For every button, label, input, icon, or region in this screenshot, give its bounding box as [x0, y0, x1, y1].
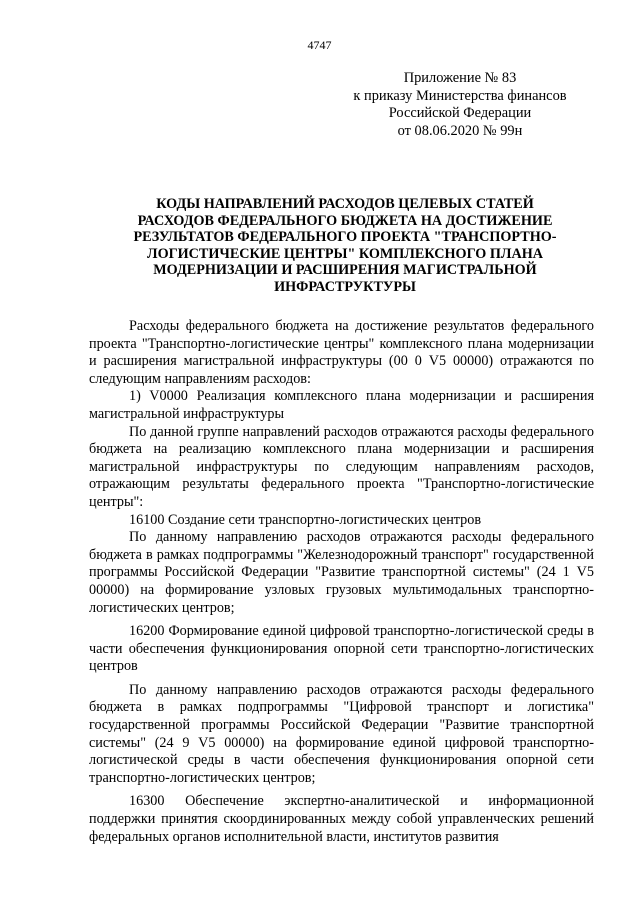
title-line: РАСХОДОВ ФЕДЕРАЛЬНОГО БЮДЖЕТА НА ДОСТИЖЕНИЕ [137, 212, 553, 229]
title-line: ИНФРАСТРУКТУРЫ [274, 278, 416, 295]
paragraph-16200-description: По данному направлению расходов отражаются расходы федерального бюджета в рамках подпрограммы "Цифровой транспорт и логистика" государственной программы Российской Федерации "Развитие транспортной системы" (24 9 V5 00000) на формирование единой цифровой транспортно-логистической среды в части обеспечения функционирования опорной сети транспортно-логистических центров; [89, 681, 594, 786]
paragraph-group-description: По данной группе направлений расходов отражаются расходы федерального бюджета на реализацию комплексного плана модернизации и расширения магистральной инфраструктуры по следующим направлениям расходов, отражающим результаты федерального проекта "Транспортно-логистические центры": [89, 423, 594, 510]
appendix-number: Приложение № 83 [403, 70, 517, 86]
appendix-order-date: от 08.06.2020 № 99н [397, 122, 523, 139]
paragraph-16100-description: По данному направлению расходов отражаются расходы федерального бюджета в рамках подпрограммы "Железнодорожный транспорт" государственной программы Российской Федерации "Развитие транспортной системы" (24 1 V5 00000) на формирование узловых грузовых мультимодальных транспортно-логистических центров; [89, 529, 594, 616]
paragraph-code-16200: 16200 Формирование единой цифровой транспортно-логистической среды в части обеспечения функционирования опорной сети транспортно-логистических центров [89, 623, 594, 675]
title-line: РЕЗУЛЬТАТОВ ФЕДЕРАЛЬНОГО ПРОЕКТА "ТРАНСПОРТНО- [133, 229, 557, 246]
title-line: МОДЕРНИЗАЦИИ И РАСШИРЕНИЯ МАГИСТРАЛЬНОЙ [153, 262, 537, 279]
appendix-issuer: Российской Федерации [388, 105, 532, 121]
document-body [89, 318, 594, 846]
paragraph-intro: Расходы федерального бюджета на достижение результатов федерального проекта "Транспортно-логистические центры" комплексного плана модернизации и расширения магистральной инфраструктуры (00 0 V5 00000) отражаются по следующим направлениям расходов: [89, 318, 594, 387]
page-number: 4747 [307, 38, 332, 52]
document-title [100, 196, 590, 296]
appendix-header [350, 70, 570, 140]
appendix-order-reference: к приказу Министерства финансов [353, 87, 567, 104]
title-line: КОДЫ НАПРАВЛЕНИЙ РАСХОДОВ ЦЕЛЕВЫХ СТАТЕЙ [156, 196, 534, 212]
paragraph-code-16300: 16300 Обеспечение экспертно-аналитической и информационной поддержки принятия скоординированных между собой управленческих решений федеральных органов исполнительной власти, институтов развития [89, 793, 594, 845]
title-line: ЛОГИСТИЧЕСКИЕ ЦЕНТРЫ" КОМПЛЕКСНОГО ПЛАНА [147, 245, 543, 262]
paragraph-code-v0000: 1) V0000 Реализация комплексного плана модернизации и расширения магистральной инфраструктуры [89, 388, 594, 422]
paragraph-code-16100: 16100 Создание сети транспортно-логистических центров [129, 511, 482, 528]
